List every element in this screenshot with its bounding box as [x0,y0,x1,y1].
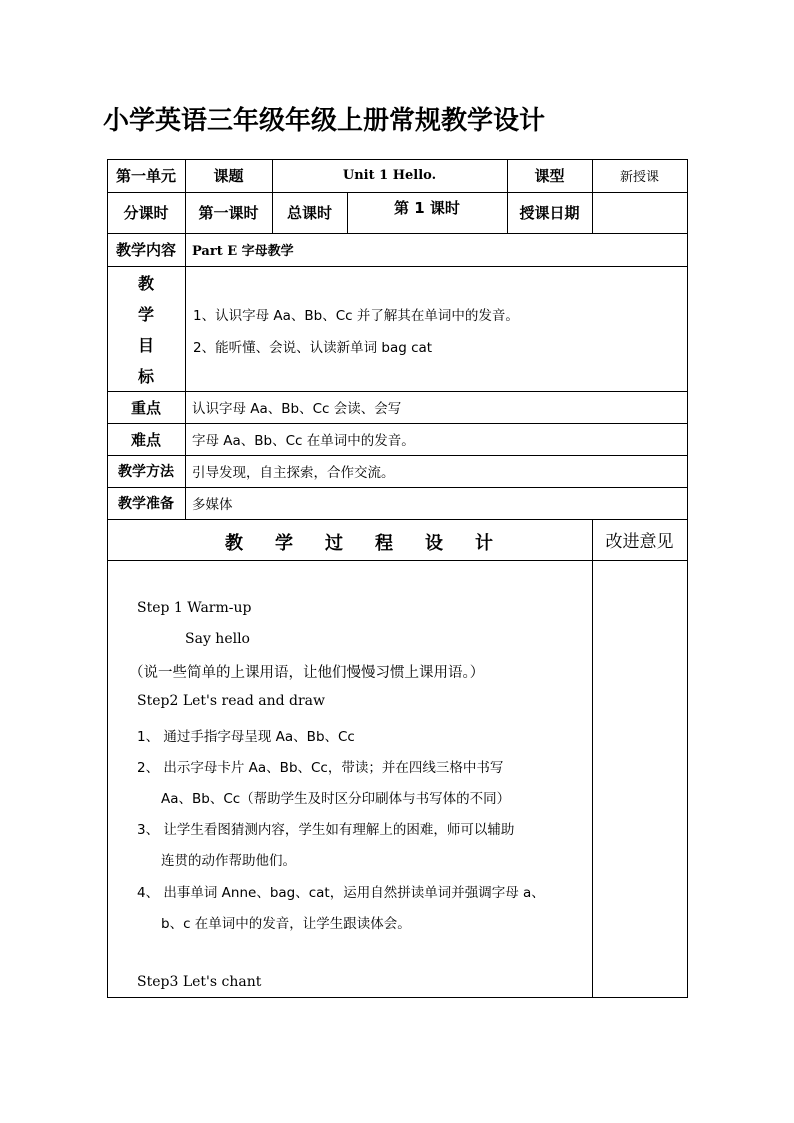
goals-label-char-4: 标 [137,367,154,386]
total-label: 总课时 [286,204,332,222]
process-line: Step3 Let's chant [137,974,262,990]
method-label: 教学方法 [118,464,174,480]
unit-label: 第一单元 [115,167,176,185]
difficulty-value: 字母 Aa、Bb、Cc 在单词中的发音。 [192,433,415,449]
content-label: 教学内容 [115,241,176,259]
goals-label-char-3: 目 [137,336,154,355]
goal-item-2: 2、能听懂、会说、认读新单词 bag cat [193,340,433,356]
key-point-value: 认识字母 Aa、Bb、Cc 会读、会写 [192,401,402,417]
process-line: 4、 出事单词 Anne、bag、cat，运用自然拼读单词并强调字母 a、 [137,885,545,901]
total-value: 第 1 课时 [394,198,460,217]
process-header: 教学过程设计 [225,533,525,554]
type-label: 课型 [534,167,565,185]
process-line: Aa、Bb、Cc（帮助学生及时区分印刷体与书写体的不同） [161,791,511,807]
process-line: Say hello [185,631,250,647]
topic-value: Unit 1 Hello. [342,168,437,183]
goals-label-char-1: 教 [137,274,154,293]
key-point-label: 重点 [130,398,161,417]
period-label: 分课时 [123,204,169,222]
prep-label: 教学准备 [118,496,174,512]
process-line: b、c 在单词中的发音，让学生跟读体会。 [161,916,411,932]
difficulty-label: 难点 [130,430,161,449]
period-value: 第一课时 [198,204,259,222]
process-line: （说一些简单的上课用语，让他们慢慢习惯上课用语。） [129,665,485,681]
content-value: Part E 字母教学 [192,244,294,259]
date-label: 授课日期 [519,204,580,222]
method-value: 引导发现，自主探索，合作交流。 [192,465,395,481]
topic-label: 课题 [213,167,244,185]
date-value [592,192,687,233]
feedback-header: 改进意见 [605,532,674,552]
goals-label-char-2: 学 [137,305,154,324]
process-line: Step 1 Warm-up [137,600,252,616]
process-line: 3、 让学生看图猜测内容，学生如有理解上的困难，师可以辅助 [137,822,515,838]
process-line: 2、 出示字母卡片 Aa、Bb、Cc，带读；并在四线三格中书写 [137,760,504,776]
lesson-plan-table [107,159,688,998]
page-title: 小学英语三年级年级上册常规教学设计 [103,106,546,136]
process-line: 连贯的动作帮助他们。 [161,853,296,869]
process-line: 1、 通过手指字母呈现 Aa、Bb、Cc [137,729,355,745]
type-value: 新授课 [619,170,659,185]
goal-item-1: 1、认识字母 Aa、Bb、Cc 并了解其在单词中的发音。 [193,308,519,324]
prep-value: 多媒体 [192,497,233,513]
process-line: Step2 Let's read and draw [137,693,326,709]
